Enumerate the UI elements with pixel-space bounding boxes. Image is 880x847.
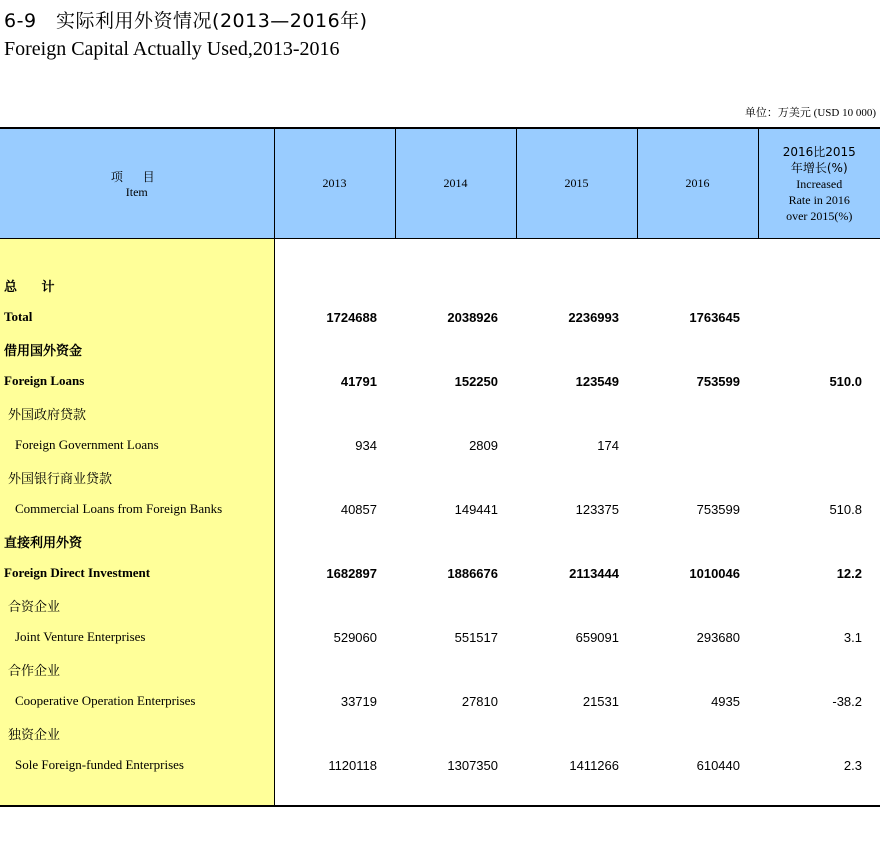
- cell-bank-2015: 123375: [575, 501, 619, 517]
- header-item-en: Item: [125, 184, 148, 199]
- row-label-loans: Foreign Loans: [4, 373, 85, 388]
- header-year-2014: 2014: [395, 128, 516, 239]
- cell-sole-2014: 1307350: [447, 757, 498, 773]
- header-year-2016: 2016: [637, 128, 758, 239]
- cell-coop-2015: 21531: [582, 693, 619, 709]
- cell-sole-2015: 1411266: [569, 757, 619, 773]
- cell-bank-rate: 510.8: [829, 501, 862, 517]
- cell-fdi-2016: 1010046: [689, 565, 740, 581]
- unit-note-cn: 单位：万美元: [744, 106, 811, 119]
- row-label-total-cn: 总 计: [4, 279, 65, 295]
- table-row-fdi-cn: [0, 525, 880, 557]
- end-row: [0, 781, 880, 806]
- cell-loans-2013: 41791: [340, 373, 377, 389]
- table-row-bank: [0, 493, 880, 525]
- cell-jv-rate: 3.1: [843, 629, 862, 645]
- table-row-sole: [0, 749, 880, 781]
- data-table: [0, 127, 880, 807]
- header-rate-en-3: over 2015(%): [786, 208, 853, 223]
- table-row-loans: [0, 365, 880, 397]
- table-row-total-cn: [0, 269, 880, 301]
- row-label-jv-cn: 合资企业: [8, 599, 61, 615]
- table-row-jv-cn: [0, 589, 880, 621]
- row-label-loans-cn: 借用国外资金: [4, 343, 83, 359]
- spacer-row: [0, 239, 880, 270]
- row-label-jv: Joint Venture Enterprises: [15, 629, 146, 644]
- header-item: [0, 128, 274, 239]
- row-label-fdi: Foreign Direct Investment: [4, 565, 151, 580]
- cell-fdi-rate: 12.2: [836, 565, 862, 581]
- table-header: [0, 128, 880, 239]
- cell-gov-2013: 934: [355, 437, 377, 453]
- table-row-loans-cn: [0, 333, 880, 365]
- cell-coop-2013: 33719: [340, 693, 377, 709]
- table-row-total: [0, 301, 880, 333]
- row-label-fdi-cn: 直接利用外资: [4, 535, 83, 551]
- row-label-sole: Sole Foreign-funded Enterprises: [15, 757, 184, 772]
- cell-loans-2015: 123549: [575, 373, 619, 389]
- unit-note: [745, 104, 876, 120]
- cell-sole-2013: 1120118: [328, 757, 377, 773]
- cell-jv-2016: 293680: [696, 629, 740, 645]
- cell-fdi-2014: 1886676: [447, 565, 498, 581]
- row-label-gov-cn: 外国政府贷款: [8, 407, 87, 423]
- header-year-2013: 2013: [274, 128, 395, 239]
- cell-fdi-2015: 2113444: [569, 565, 619, 581]
- cell-loans-2016: 753599: [696, 373, 740, 389]
- row-label-total: Total: [4, 309, 33, 324]
- table-row-gov-cn: [0, 397, 880, 429]
- cell-sole-2016: 610440: [696, 757, 740, 773]
- row-label-coop-cn: 合作企业: [8, 663, 61, 679]
- table-row-jv: [0, 621, 880, 653]
- table-body: [0, 239, 880, 807]
- table-row-coop-cn: [0, 653, 880, 685]
- cell-coop-rate: -38.2: [832, 693, 862, 709]
- cell-gov-2015: 174: [597, 437, 619, 453]
- table-row-gov: [0, 429, 880, 461]
- cell-gov-rate: [758, 429, 880, 461]
- cell-gov-2016: [637, 429, 758, 461]
- header-rate-en-2: Rate in 2016: [788, 192, 850, 207]
- table-row-fdi: [0, 557, 880, 589]
- header-rate: [758, 128, 880, 239]
- cell-total-2014: 2038926: [447, 309, 498, 325]
- header-year-2015: 2015: [516, 128, 637, 239]
- cell-total-2015: 2236993: [568, 309, 619, 325]
- cell-gov-2014: 2809: [469, 437, 498, 453]
- cell-bank-2013: 40857: [340, 501, 377, 517]
- cell-sole-rate: 2.3: [843, 757, 862, 773]
- row-label-sole-cn: 独资企业: [8, 727, 61, 743]
- header-rate-en-1: Increased: [796, 176, 843, 191]
- unit-note-en: (USD 10 000): [810, 107, 876, 119]
- cell-fdi-2013: 1682897: [326, 565, 377, 581]
- page-title-cn: 6-9 实际利用外资情况(2013—2016年): [4, 10, 368, 32]
- cell-jv-2013: 529060: [333, 629, 377, 645]
- cell-total-2016: 1763645: [689, 309, 740, 325]
- header-rate-cn: 2016比2015年增长(%): [782, 144, 856, 175]
- cell-loans-2014: 152250: [454, 373, 498, 389]
- cell-loans-rate: 510.0: [829, 373, 862, 389]
- row-label-bank: Commercial Loans from Foreign Banks: [15, 501, 223, 516]
- data-table-wrap: [0, 127, 880, 807]
- cell-bank-2016: 753599: [696, 501, 740, 517]
- table-row-coop: [0, 685, 880, 717]
- cell-coop-2014: 27810: [461, 693, 498, 709]
- row-label-bank-cn: 外国银行商业贷款: [8, 471, 113, 487]
- page-title-en: Foreign Capital Actually Used,2013-2016: [4, 38, 340, 60]
- table-row-bank-cn: [0, 461, 880, 493]
- table-row-sole-cn: [0, 717, 880, 749]
- cell-jv-2014: 551517: [454, 629, 498, 645]
- row-label-coop: Cooperative Operation Enterprises: [15, 693, 196, 708]
- cell-coop-2016: 4935: [711, 693, 740, 709]
- header-item-cn: 项 目: [110, 169, 163, 184]
- cell-bank-2014: 149441: [454, 501, 498, 517]
- cell-total-2013: 1724688: [326, 309, 377, 325]
- cell-total-rate: [758, 301, 880, 333]
- cell-jv-2015: 659091: [575, 629, 619, 645]
- row-label-gov: Foreign Government Loans: [15, 437, 159, 452]
